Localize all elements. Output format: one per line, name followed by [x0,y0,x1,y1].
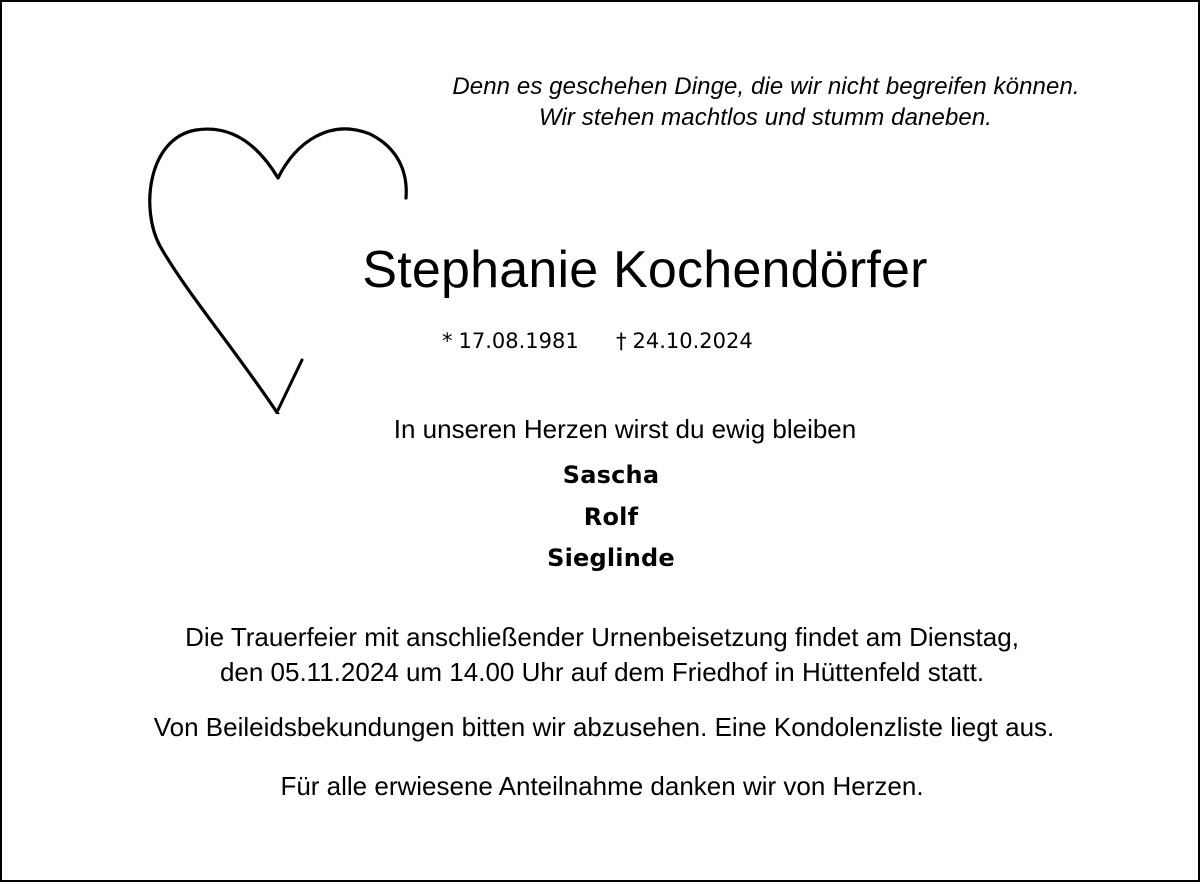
quote-line-1: Denn es geschehen Dinge, die wir nicht begreifen können. [452,73,1080,100]
service-info-line-1: Die Trauerfeier mit anschließender Urnenbeisetzung findet am Dienstag, [185,622,1019,652]
family-member: Sieglinde [547,544,675,572]
family-list [2,455,1200,580]
family-member: Sascha [562,461,660,489]
birth-date [442,324,579,358]
condolence-note: Von Beileidsbekundungen bitten wir abzusehen. Eine Kondolenzliste liegt aus. [153,712,1055,742]
deceased-name: Stephanie Kochendörfer [362,241,928,299]
birth-date-value: 17.08.1981 [458,329,579,353]
death-date-value: 24.10.2024 [632,329,753,353]
service-info-line-2: den 05.11.2024 um 14.00 Uhr auf dem Friedhof in Hüttenfeld statt. [219,657,985,687]
death-symbol: † [616,329,627,353]
death-date [616,324,753,358]
thanks-line: Für alle erwiesene Anteilnahme danken wir von Herzen. [280,771,924,801]
birth-symbol: * [442,329,453,353]
quote-line-2: Wir stehen machtlos und stumm daneben. [538,104,993,131]
family-member: Rolf [583,502,639,531]
remembrance-line: In unseren Herzen wirst du ewig bleiben [393,414,857,444]
